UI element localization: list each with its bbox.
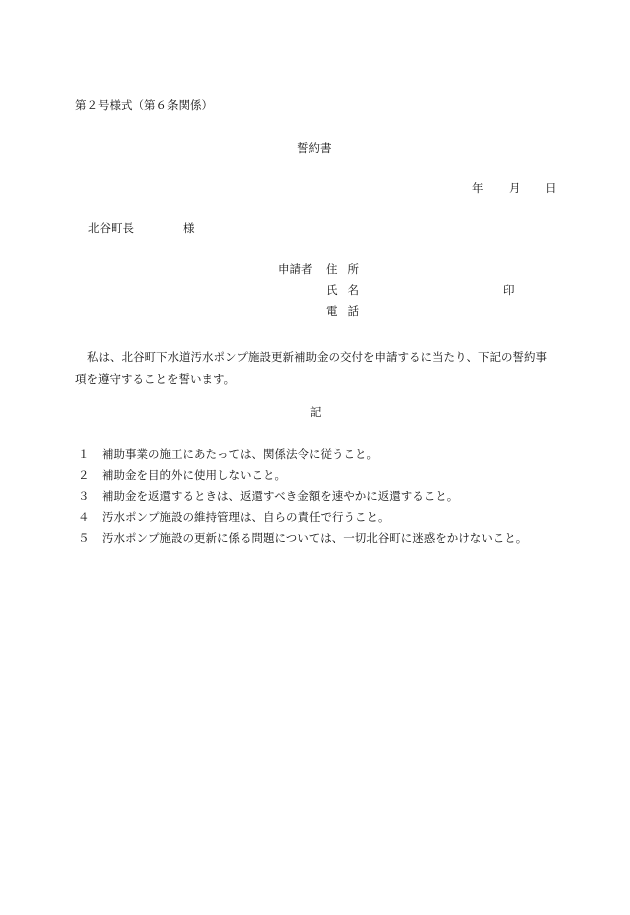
pledge-item-text: 補助事業の施工にあたっては、関係法令に従うこと。 bbox=[102, 447, 378, 461]
seal-mark: 印 bbox=[503, 283, 515, 297]
addressee-name: 北谷町長 bbox=[88, 221, 134, 235]
pledge-item-number: ４ bbox=[78, 510, 90, 524]
pledge-item-number: ３ bbox=[78, 489, 90, 503]
date-day-label: 日 bbox=[545, 181, 557, 195]
date-year-label: 年 bbox=[472, 181, 484, 195]
pledge-item-number: ５ bbox=[78, 531, 90, 545]
phone-label: 電話 bbox=[326, 304, 369, 318]
pledge-item-number: １ bbox=[78, 447, 90, 461]
pledge-item bbox=[78, 449, 527, 470]
document-title: 誓約書 bbox=[297, 141, 332, 155]
pledge-paragraph: 私は、北谷町下水道汚水ポンプ施設更新補助金の交付を申請するに当たり、下記の誓約事項を遵守することを誓います。 bbox=[75, 350, 547, 386]
pledge-item bbox=[78, 533, 527, 554]
address-label: 住所 bbox=[326, 262, 369, 276]
pledge-items-list bbox=[78, 449, 527, 554]
pledge-item bbox=[78, 512, 527, 533]
pledge-item-text: 補助金を返還するときは、返還すべき金額を速やかに返還すること。 bbox=[102, 489, 459, 503]
pledge-item-text: 汚水ポンプ施設の維持管理は、自らの責任で行うこと。 bbox=[102, 510, 390, 524]
name-label: 氏名 bbox=[326, 283, 369, 297]
pledge-item-number: ２ bbox=[78, 468, 90, 482]
addressee-honorific: 様 bbox=[183, 221, 195, 235]
date-month-label: 月 bbox=[509, 181, 521, 195]
pledge-item-text: 補助金を目的外に使用しないこと。 bbox=[102, 468, 286, 482]
form-number: 第２号様式（第６条関係） bbox=[75, 98, 213, 112]
pledge-item bbox=[78, 470, 527, 491]
ki-heading: 記 bbox=[310, 405, 322, 419]
applicant-label: 申請者 bbox=[278, 262, 313, 276]
pledge-item bbox=[78, 491, 527, 512]
pledge-item-text: 汚水ポンプ施設の更新に係る問題については、一切北谷町に迷惑をかけないこと。 bbox=[102, 531, 528, 545]
